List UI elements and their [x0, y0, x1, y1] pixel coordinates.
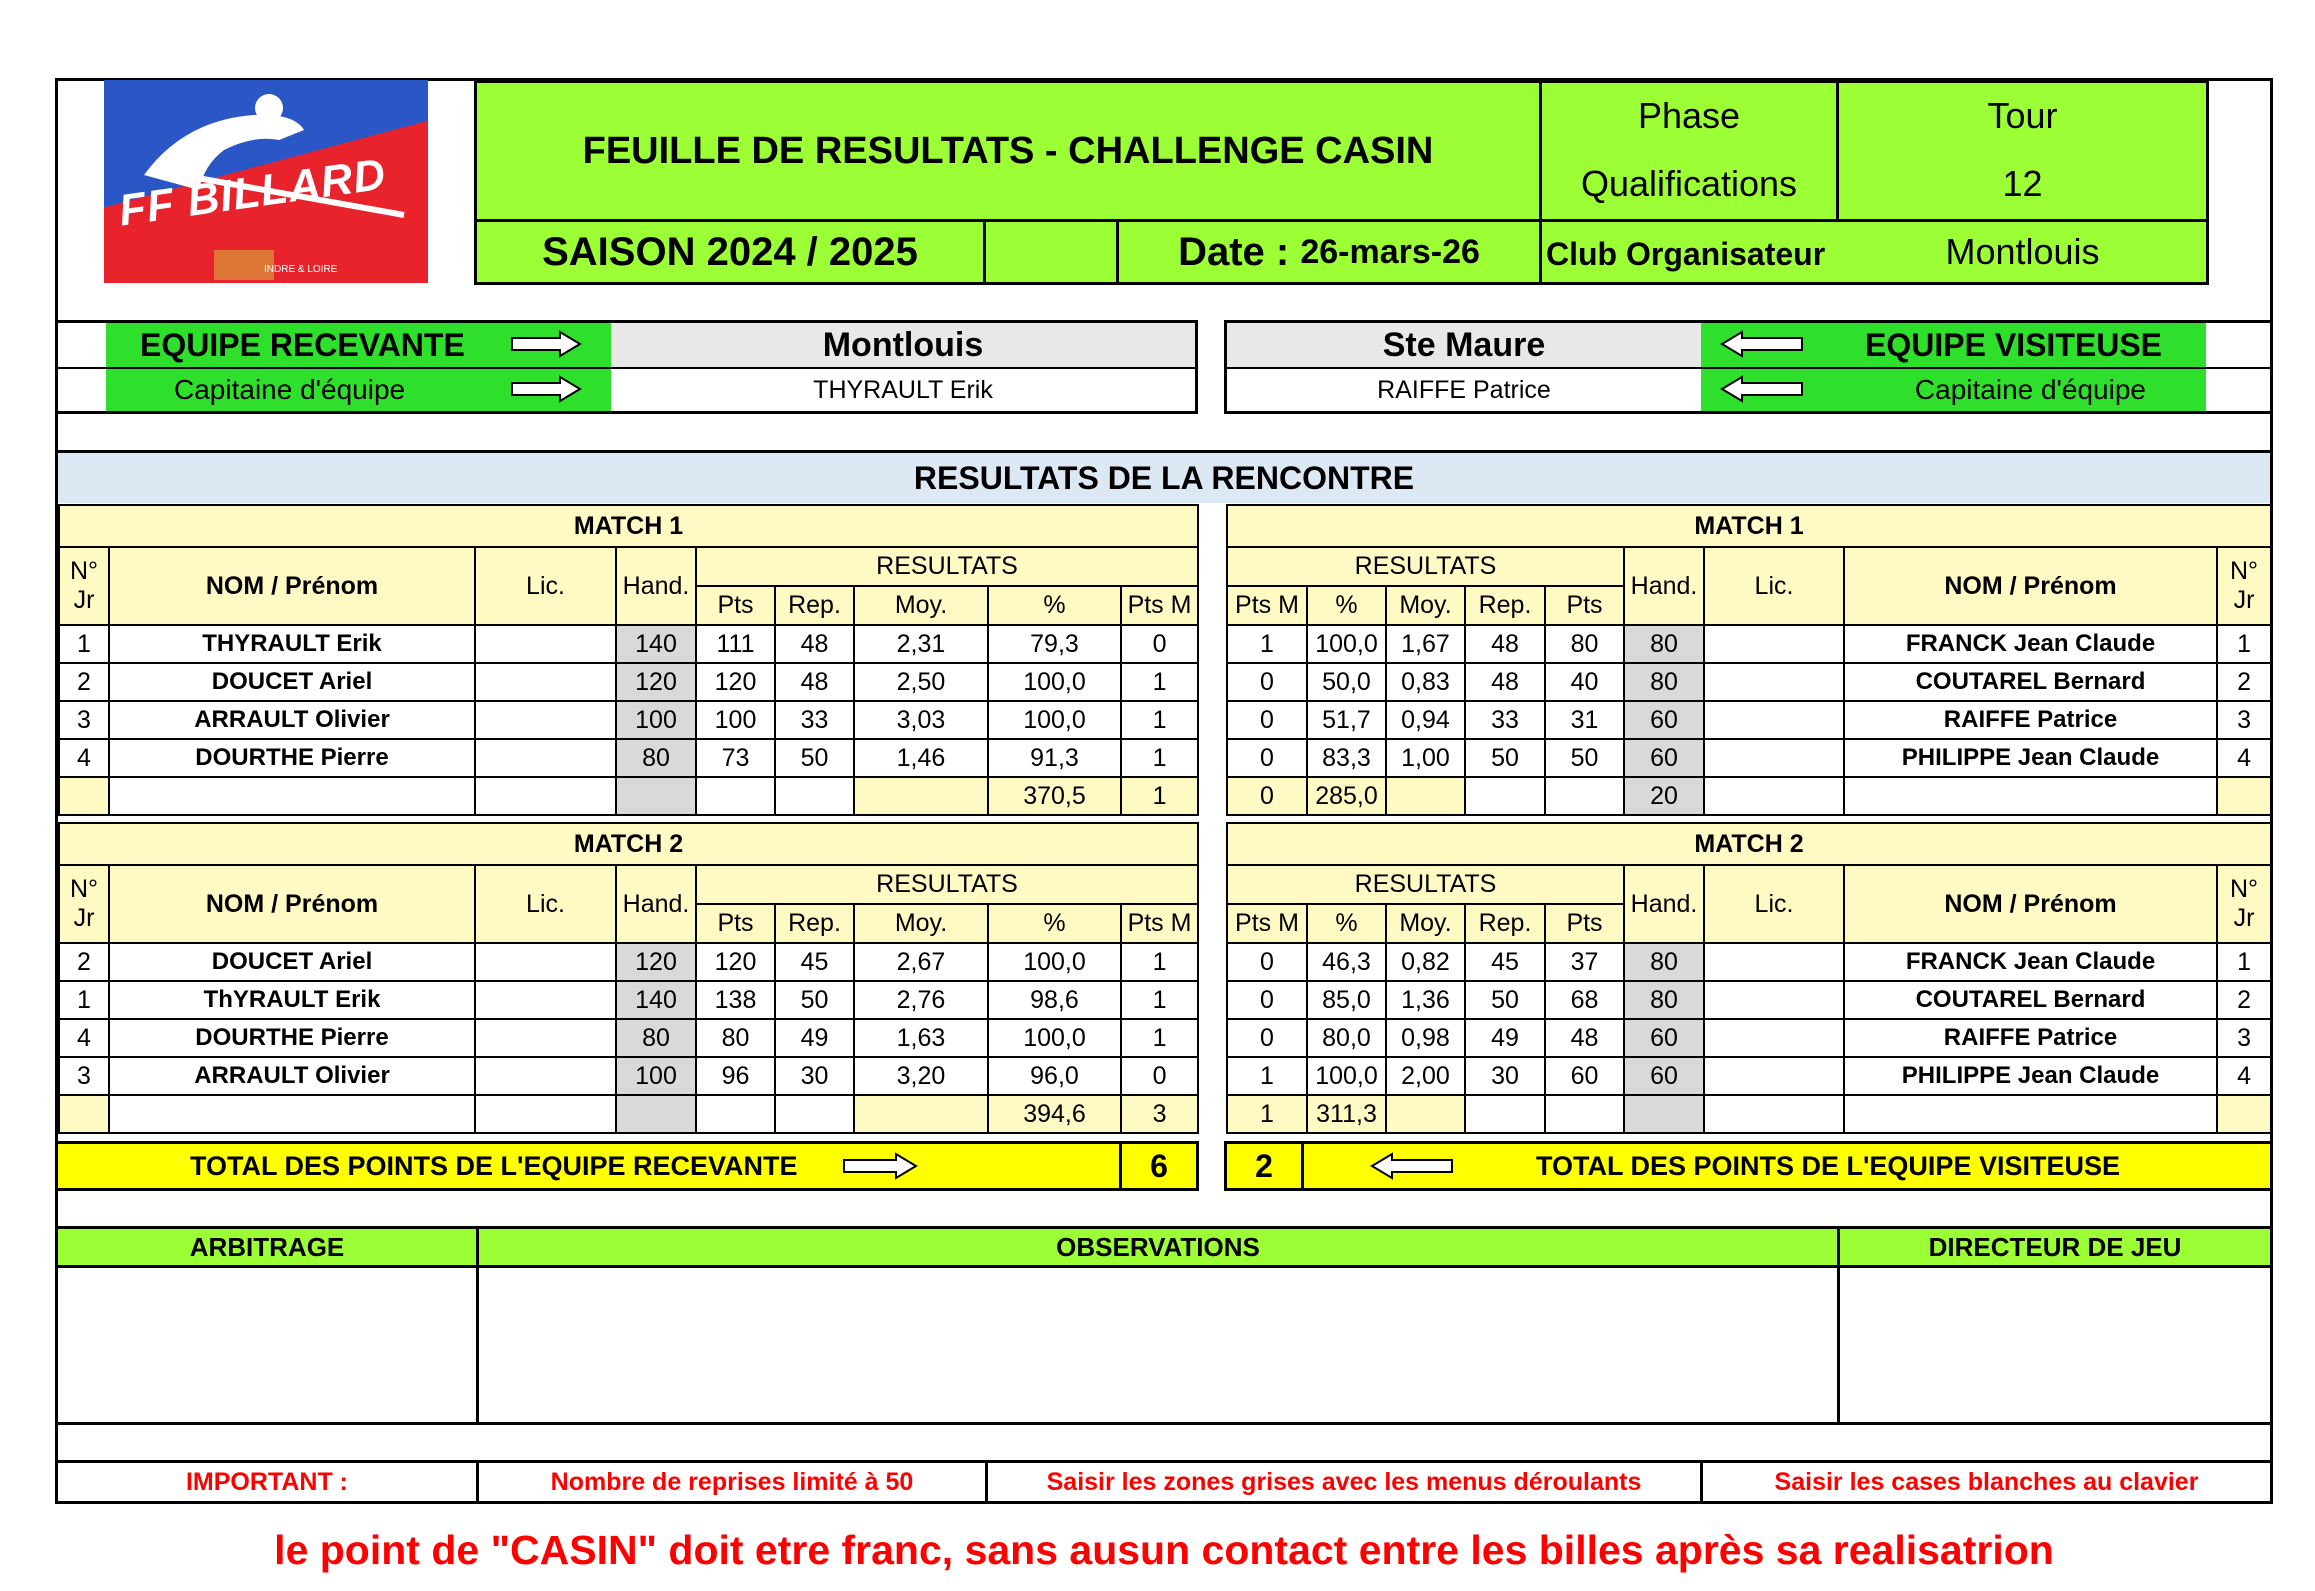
pts-cell: 111 [696, 625, 775, 663]
ptsm-cell: 1 [1121, 981, 1198, 1019]
pts-cell: 80 [1545, 625, 1624, 663]
away-captain-name: RAIFFE Patrice [1377, 375, 1551, 404]
moy-cell: 3,03 [854, 701, 988, 739]
lic-header: Lic. [475, 865, 616, 943]
player-name[interactable]: ThYRAULT Erik [109, 981, 475, 1019]
player-name[interactable]: FRANCK Jean Claude [1844, 625, 2217, 663]
hand-header: Hand. [616, 865, 696, 943]
moy-cell: 2,76 [854, 981, 988, 1019]
num-cell: 2 [59, 943, 109, 981]
pts-cell: 37 [1545, 943, 1624, 981]
pct-cell: 91,3 [988, 739, 1121, 777]
hand-cell[interactable]: 140 [616, 981, 696, 1019]
pts-cell: 48 [1545, 1019, 1624, 1057]
rep-header: Rep. [1465, 904, 1545, 943]
sheet-title: FEUILLE DE RESULTATS - CHALLENGE CASIN [474, 80, 1542, 222]
resultats-header: RESULTATS [696, 865, 1198, 904]
total-row [59, 1095, 109, 1133]
lic-field[interactable] [475, 943, 616, 981]
ptsm-header: Pts M [1121, 586, 1198, 625]
rep-cell: 48 [1465, 663, 1545, 701]
ptsm-cell: 1 [1121, 663, 1198, 701]
moy-cell: 0,98 [1386, 1019, 1465, 1057]
player-row [1227, 625, 2271, 663]
pts-cell: 50 [1545, 739, 1624, 777]
moy-cell: 1,36 [1386, 981, 1465, 1019]
name-header: NOM / Prénom [109, 865, 475, 943]
pct-cell: 80,0 [1307, 1019, 1386, 1057]
total-pct: 285,0 [1307, 777, 1386, 815]
home-captain-name: THYRAULT Erik [813, 375, 993, 404]
hand-cell[interactable]: 60 [1624, 739, 1704, 777]
lic-field[interactable] [475, 701, 616, 739]
note-zones-grises: Saisir les zones grises avec les menus déroulants [985, 1460, 1703, 1504]
player-row [1227, 943, 2271, 981]
rep-header: Rep. [775, 586, 854, 625]
casin-rule: le point de "CASIN" doit etre franc, sans ausun contact entre les billes après sa realisatrion [274, 1526, 2054, 1573]
total-row [59, 777, 109, 815]
resultats-header: RESULTATS [696, 547, 1198, 586]
left-arrow-icon [1370, 1152, 1454, 1180]
player-name[interactable]: PHILIPPE Jean Claude [1844, 739, 2217, 777]
pts-cell: 80 [696, 1019, 775, 1057]
moy-cell: 0,83 [1386, 663, 1465, 701]
rep-cell: 50 [1465, 739, 1545, 777]
pts-cell: 120 [696, 663, 775, 701]
num-header: N° Jr [2217, 547, 2271, 625]
player-row [59, 1019, 1198, 1057]
player-row [1227, 663, 2271, 701]
num-cell: 2 [2217, 663, 2271, 701]
player-row [59, 625, 1198, 663]
ptsm-cell: 0 [1227, 943, 1307, 981]
moy-cell: 1,67 [1386, 625, 1465, 663]
name-header: NOM / Prénom [1844, 865, 2217, 943]
rep-cell: 49 [1465, 1019, 1545, 1057]
season: SAISON 2024 / 2025 [474, 219, 986, 285]
hand-cell[interactable]: 100 [616, 701, 696, 739]
player-row [59, 701, 1198, 739]
pct-cell: 51,7 [1307, 701, 1386, 739]
moy-cell: 2,00 [1386, 1057, 1465, 1095]
away-total-value: 2 [1224, 1141, 1304, 1191]
total-ptsm: 0 [1227, 777, 1307, 815]
hand-cell[interactable]: 60 [1624, 1057, 1704, 1095]
moy-cell: 2,31 [854, 625, 988, 663]
lic-field[interactable] [1704, 739, 1844, 777]
player-name[interactable]: RAIFFE Patrice [1844, 701, 2217, 739]
ptsm-cell: 0 [1227, 663, 1307, 701]
ptsm-cell: 1 [1227, 625, 1307, 663]
observations-header: OBSERVATIONS [476, 1226, 1840, 1268]
rep-cell: 48 [775, 625, 854, 663]
lic-field[interactable] [475, 981, 616, 1019]
moy-cell: 1,63 [854, 1019, 988, 1057]
tour-box [1836, 80, 2209, 222]
right-arrow-icon [510, 330, 582, 358]
player-row [1227, 701, 2271, 739]
pts-header: Pts [1545, 586, 1624, 625]
pct-cell: 98,6 [988, 981, 1121, 1019]
hand-cell[interactable]: 120 [616, 943, 696, 981]
important-label: IMPORTANT : [55, 1460, 479, 1504]
lic-field[interactable] [1704, 943, 1844, 981]
player-row [59, 1057, 1198, 1095]
home-total-value: 6 [1119, 1141, 1199, 1191]
arbitrage-header: ARBITRAGE [55, 1226, 479, 1268]
player-name[interactable]: RAIFFE Patrice [1844, 1019, 2217, 1057]
date-label: Date : [1178, 229, 1290, 274]
ff-billard-logo [104, 80, 428, 283]
player-name[interactable]: DOURTHE Pierre [109, 1019, 475, 1057]
away-total-label: TOTAL DES POINTS DE L'EQUIPE VISITEUSE [1301, 1141, 2273, 1191]
match2-title: MATCH 2 [1227, 823, 2271, 865]
hand-cell[interactable]: 80 [616, 739, 696, 777]
tour-label: Tour [1987, 95, 2058, 136]
num-header: N° Jr [59, 865, 109, 943]
pts-cell: 73 [696, 739, 775, 777]
directeur-header: DIRECTEUR DE JEU [1837, 1226, 2273, 1268]
moy-header: Moy. [1386, 904, 1465, 943]
moy-cell: 2,67 [854, 943, 988, 981]
hand-header: Hand. [1624, 547, 1704, 625]
num-cell: 3 [2217, 1019, 2271, 1057]
pct-header: % [1307, 904, 1386, 943]
pct-cell: 85,0 [1307, 981, 1386, 1019]
num-header: N° Jr [2217, 865, 2271, 943]
rep-header: Rep. [775, 904, 854, 943]
rep-cell: 33 [1465, 701, 1545, 739]
resultats-header: RESULTATS [1227, 865, 1624, 904]
pts-cell: 31 [1545, 701, 1624, 739]
ptsm-header: Pts M [1121, 904, 1198, 943]
lic-field[interactable] [475, 739, 616, 777]
pts-cell: 60 [1545, 1057, 1624, 1095]
pts-cell: 68 [1545, 981, 1624, 1019]
player-row [1227, 739, 2271, 777]
ptsm-header: Pts M [1227, 904, 1307, 943]
observations-field[interactable] [476, 1265, 1840, 1425]
pts-header: Pts [1545, 904, 1624, 943]
rep-cell: 30 [1465, 1057, 1545, 1095]
player-row [1227, 1057, 2271, 1095]
lic-field[interactable] [1704, 663, 1844, 701]
tour-value: 12 [2002, 163, 2043, 204]
pct-cell: 100,0 [1307, 1057, 1386, 1095]
pct-header: % [988, 904, 1121, 943]
lic-field[interactable] [1704, 625, 1844, 663]
rep-cell: 50 [775, 981, 854, 1019]
moy-header: Moy. [854, 904, 988, 943]
player-name[interactable]: THYRAULT Erik [109, 625, 475, 663]
lic-field[interactable] [475, 663, 616, 701]
name-header: NOM / Prénom [1844, 547, 2217, 625]
ptsm-cell: 0 [1227, 701, 1307, 739]
lic-field[interactable] [475, 1057, 616, 1095]
hand-cell[interactable]: 80 [1624, 625, 1704, 663]
hand-cell[interactable]: 140 [616, 625, 696, 663]
date-box [1116, 219, 1542, 285]
moy-cell: 2,50 [854, 663, 988, 701]
right-arrow-icon [510, 375, 582, 403]
hand-cell[interactable]: 60 [1624, 1019, 1704, 1057]
hand-cell[interactable]: 80 [616, 1019, 696, 1057]
num-cell: 1 [59, 981, 109, 1019]
rep-header: Rep. [1465, 586, 1545, 625]
num-cell: 3 [2217, 701, 2271, 739]
ptsm-cell: 1 [1121, 1019, 1198, 1057]
match2-home-table [58, 822, 1199, 1134]
away-team-label: EQUIPE VISITEUSE [1701, 323, 2206, 367]
num-cell: 3 [59, 701, 109, 739]
player-name[interactable]: FRANCK Jean Claude [1844, 943, 2217, 981]
ptsm-cell: 0 [1121, 1057, 1198, 1095]
num-cell: 1 [2217, 625, 2271, 663]
total-ptsm: 1 [1121, 777, 1198, 815]
num-cell: 1 [59, 625, 109, 663]
pct-cell: 100,0 [988, 701, 1121, 739]
pct-cell: 100,0 [988, 663, 1121, 701]
lic-field[interactable] [475, 1019, 616, 1057]
ptsm-cell: 1 [1227, 1057, 1307, 1095]
right-arrow-icon [842, 1152, 918, 1180]
lic-header: Lic. [1704, 547, 1844, 625]
pct-header: % [1307, 586, 1386, 625]
total-ptsm: 3 [1121, 1095, 1198, 1133]
num-cell: 3 [59, 1057, 109, 1095]
hand-header: Hand. [1624, 865, 1704, 943]
num-cell: 4 [59, 1019, 109, 1057]
match1-title: MATCH 1 [1227, 505, 2271, 547]
rep-cell: 45 [1465, 943, 1545, 981]
player-row [59, 981, 1198, 1019]
rep-cell: 45 [775, 943, 854, 981]
ptsm-cell: 1 [1121, 701, 1198, 739]
player-row [59, 943, 1198, 981]
hand-cell[interactable]: 80 [1624, 663, 1704, 701]
date-value: 26-mars-26 [1300, 232, 1480, 271]
num-cell: 2 [59, 663, 109, 701]
ptsm-cell: 1 [1121, 739, 1198, 777]
pts-cell: 96 [696, 1057, 775, 1095]
ptsm-header: Pts M [1227, 586, 1307, 625]
rep-cell: 48 [775, 663, 854, 701]
match1-away-table [1226, 504, 2272, 816]
pct-cell: 50,0 [1307, 663, 1386, 701]
logo-subtext: INDRE & LOIRE [264, 264, 338, 275]
rep-cell: 50 [1465, 981, 1545, 1019]
pct-cell: 100,0 [988, 943, 1121, 981]
lic-field[interactable] [1704, 981, 1844, 1019]
phase-box [1539, 80, 1839, 222]
rep-cell: 33 [775, 701, 854, 739]
player-row [1227, 1019, 2271, 1057]
hand-cell[interactable]: 60 [1624, 701, 1704, 739]
ptsm-cell: 1 [1121, 943, 1198, 981]
club-label: Club Organisateur [1546, 236, 1826, 272]
name-header: NOM / Prénom [109, 547, 475, 625]
lic-field[interactable] [1704, 1019, 1844, 1057]
left-arrow-icon [1720, 375, 1804, 403]
player-row [59, 663, 1198, 701]
num-cell: 4 [59, 739, 109, 777]
pts-cell: 138 [696, 981, 775, 1019]
pts-header: Pts [696, 586, 775, 625]
total-ptsm: 1 [1227, 1095, 1307, 1133]
player-name[interactable]: ARRAULT Olivier [109, 1057, 475, 1095]
num-cell: 4 [2217, 1057, 2271, 1095]
num-cell: 1 [2217, 943, 2271, 981]
pct-cell: 83,3 [1307, 739, 1386, 777]
season-spacer [983, 219, 1119, 285]
home-team-label: EQUIPE RECEVANTE [106, 323, 611, 367]
lic-field[interactable] [1704, 701, 1844, 739]
player-name[interactable]: DOUCET Ariel [109, 663, 475, 701]
hand-cell[interactable]: 80 [1624, 981, 1704, 1019]
rep-cell: 49 [775, 1019, 854, 1057]
player-name[interactable]: DOURTHE Pierre [109, 739, 475, 777]
phase-value: Qualifications [1580, 163, 1798, 204]
hand-cell[interactable]: 100 [616, 1057, 696, 1095]
moy-cell: 3,20 [854, 1057, 988, 1095]
total-pct: 311,3 [1307, 1095, 1386, 1133]
pct-cell: 79,3 [988, 625, 1121, 663]
moy-cell: 1,00 [1386, 739, 1465, 777]
moy-cell: 1,46 [854, 739, 988, 777]
pct-header: % [988, 586, 1121, 625]
pts-header: Pts [696, 904, 775, 943]
left-arrow-icon [1720, 330, 1804, 358]
pts-cell: 120 [696, 943, 775, 981]
match1-home-table [58, 504, 1199, 816]
pct-cell: 100,0 [988, 1019, 1121, 1057]
home-total-label: TOTAL DES POINTS DE L'EQUIPE RECEVANTE [55, 1141, 1122, 1191]
total-pct: 370,5 [988, 777, 1121, 815]
hand-header: Hand. [616, 547, 696, 625]
hand-cell[interactable]: 120 [616, 663, 696, 701]
directeur-field[interactable] [1837, 1265, 2273, 1425]
player-name[interactable]: PHILIPPE Jean Claude [1844, 1057, 2217, 1095]
moy-header: Moy. [854, 586, 988, 625]
ptsm-cell: 0 [1227, 739, 1307, 777]
total-hand [1624, 1095, 1704, 1133]
total-pct: 394,6 [988, 1095, 1121, 1133]
pts-cell: 100 [696, 701, 775, 739]
player-name[interactable]: DOUCET Ariel [109, 943, 475, 981]
pct-cell: 96,0 [988, 1057, 1121, 1095]
moy-cell: 0,82 [1386, 943, 1465, 981]
club-box [1539, 219, 2209, 285]
note-cases-blanches: Saisir les cases blanches au clavier [1700, 1460, 2273, 1504]
match2-title: MATCH 2 [59, 823, 1198, 865]
results-title: RESULTATS DE LA RENCONTRE [58, 453, 2270, 503]
resultats-header: RESULTATS [1227, 547, 1624, 586]
player-name[interactable]: ARRAULT Olivier [109, 701, 475, 739]
logo-text: FF BILLARD [115, 149, 390, 236]
match2-away-table [1226, 822, 2272, 1134]
rep-cell: 48 [1465, 625, 1545, 663]
lic-header: Lic. [475, 547, 616, 625]
rep-cell: 30 [775, 1057, 854, 1095]
num-cell: 2 [2217, 981, 2271, 1019]
note-reprises: Nombre de reprises limité à 50 [476, 1460, 988, 1504]
pct-cell: 46,3 [1307, 943, 1386, 981]
away-captain-label: Capitaine d'équipe [1701, 369, 2206, 411]
player-row [59, 739, 1198, 777]
pts-cell: 40 [1545, 663, 1624, 701]
moy-header: Moy. [1386, 586, 1465, 625]
rep-cell: 50 [775, 739, 854, 777]
club-value: Montlouis [1945, 231, 2100, 272]
match1-title: MATCH 1 [59, 505, 1198, 547]
num-cell: 4 [2217, 739, 2271, 777]
lic-header: Lic. [1704, 865, 1844, 943]
num-header: N° Jr [59, 547, 109, 625]
hand-cell[interactable]: 80 [1624, 943, 1704, 981]
total-hand: 20 [1624, 777, 1704, 815]
home-team-name: Montlouis [611, 323, 1195, 367]
lic-field[interactable] [475, 625, 616, 663]
home-captain-label: Capitaine d'équipe [106, 369, 611, 411]
ptsm-cell: 0 [1227, 981, 1307, 1019]
lic-field[interactable] [1704, 1057, 1844, 1095]
player-row [1227, 981, 2271, 1019]
player-name[interactable]: COUTAREL Bernard [1844, 663, 2217, 701]
player-name[interactable]: COUTAREL Bernard [1844, 981, 2217, 1019]
ptsm-cell: 0 [1121, 625, 1198, 663]
phase-label: Phase [1637, 95, 1741, 136]
ptsm-cell: 0 [1227, 1019, 1307, 1057]
moy-cell: 0,94 [1386, 701, 1465, 739]
away-team-name: Ste Maure [1227, 323, 1701, 367]
pct-cell: 100,0 [1307, 625, 1386, 663]
arbitrage-field[interactable] [55, 1265, 479, 1425]
